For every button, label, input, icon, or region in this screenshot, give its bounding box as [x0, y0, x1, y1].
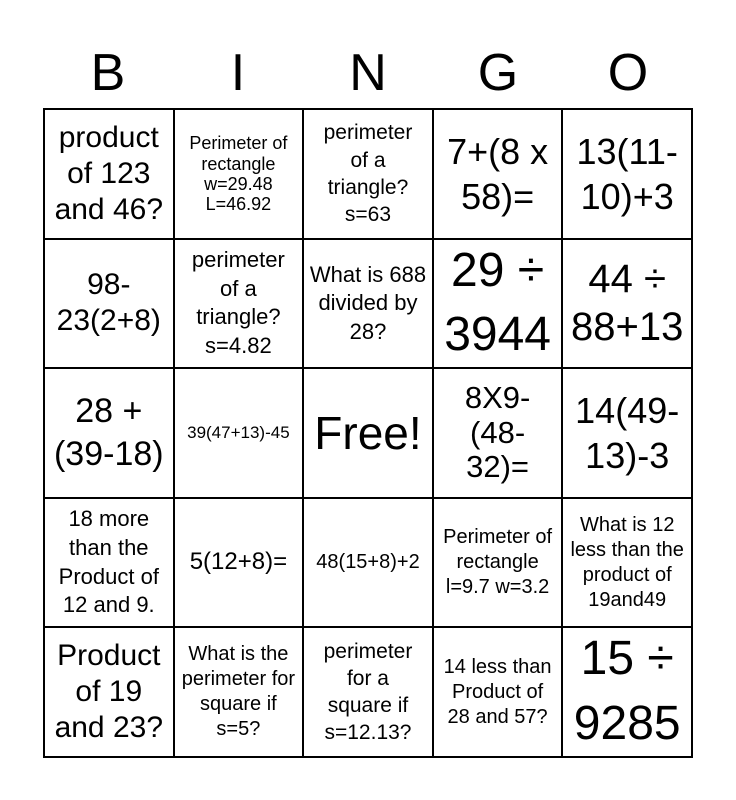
bingo-cell[interactable] [434, 240, 564, 370]
cell-text: 14(49-13)-3 [575, 389, 680, 476]
bingo-cell[interactable] [45, 110, 175, 240]
bingo-cell[interactable] [304, 240, 434, 370]
cell-text: 29 ÷ 3944 [444, 243, 551, 362]
cell-text: 39(47+13)-45 [187, 423, 290, 443]
cell-text: Perimeter of rectangle l=9.7 w=3.2 [443, 526, 553, 599]
cell-text: 7+(8 x 58)= [447, 130, 549, 217]
header-letter-o: O [607, 44, 649, 102]
bingo-cell[interactable] [434, 628, 564, 758]
bingo-cell[interactable] [563, 110, 693, 240]
bingo-cell[interactable] [304, 110, 434, 240]
bingo-cell[interactable] [563, 499, 693, 629]
bingo-cell[interactable] [175, 499, 305, 629]
bingo-cell[interactable] [45, 369, 175, 499]
cell-text: 8X9-(48-32)= [464, 379, 531, 485]
bingo-cell[interactable] [563, 628, 693, 758]
bingo-cell[interactable] [563, 369, 693, 499]
cell-text: 18 more than the Product of 12 and 9. [58, 506, 159, 618]
bingo-cell[interactable] [175, 628, 305, 758]
bingo-cell[interactable] [175, 369, 305, 499]
cell-text: Free! [314, 406, 422, 459]
cell-text: perimeter for a square if s=12.13? [323, 639, 413, 745]
cell-text: 15 ÷ 9285 [573, 632, 681, 751]
cell-text: 44 ÷ 88+13 [571, 257, 684, 350]
header-letter-i: I [230, 44, 246, 102]
bingo-cell[interactable] [304, 499, 434, 629]
bingo-cell free-space[interactable] [304, 369, 434, 499]
cell-text: perimeter of a triangle? s=4.82 [191, 247, 285, 358]
cell-text: product of 123 and 46? [54, 120, 164, 226]
bingo-cell[interactable] [45, 628, 175, 758]
bingo-cell[interactable] [434, 499, 564, 629]
cell-text: Perimeter of rectangle w=29.48 L=46.92 [189, 133, 288, 214]
cell-text: perimeter of a triangle? s=63 [323, 121, 413, 227]
bingo-header [43, 40, 693, 106]
cell-text: What is 688 divided by 28? [309, 261, 427, 344]
cell-text: 28 + (39-18) [53, 392, 164, 473]
header-letter-g: G [477, 44, 519, 102]
cell-text: 14 less than Product of 28 and 57? [443, 655, 552, 728]
cell-text: 98-23(2+8) [56, 268, 161, 338]
bingo-cell[interactable] [304, 628, 434, 758]
bingo-cell[interactable] [45, 499, 175, 629]
cell-text: 5(12+8)= [189, 548, 288, 576]
bingo-cell[interactable] [175, 110, 305, 240]
cell-text: Product of 19 and 23? [54, 639, 164, 745]
cell-text: 48(15+8)+2 [316, 551, 420, 574]
bingo-cell[interactable] [45, 240, 175, 370]
cell-text: What is 12 less than the product of 19and49 [570, 513, 684, 611]
bingo-cell[interactable] [563, 240, 693, 370]
bingo-cell[interactable] [175, 240, 305, 370]
bingo-card [43, 108, 693, 758]
bingo-cell[interactable] [434, 110, 564, 240]
cell-text: What is the perimeter for square if s=5? [181, 643, 296, 741]
bingo-cell[interactable] [434, 369, 564, 499]
header-letter-n: N [349, 44, 387, 102]
header-letter-b: B [90, 44, 126, 102]
cell-text: 13(11-10)+3 [576, 130, 678, 217]
